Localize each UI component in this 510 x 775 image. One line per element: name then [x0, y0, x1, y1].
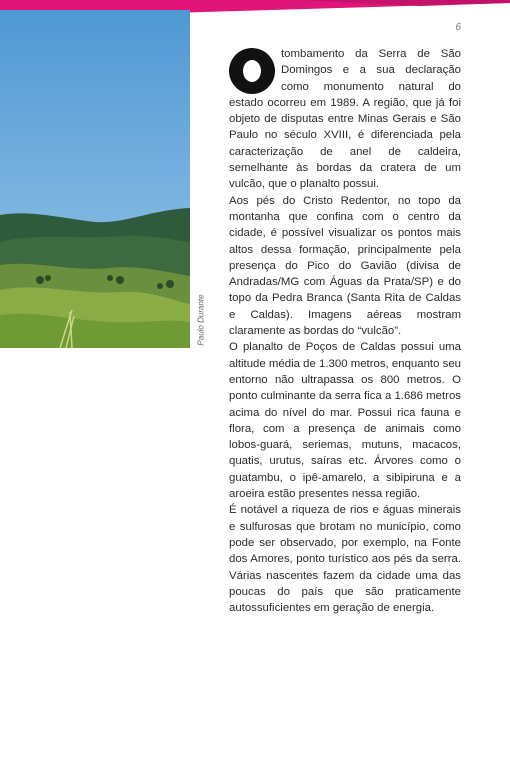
serra-landscape-photo	[0, 10, 190, 348]
drop-cap	[229, 48, 275, 94]
paragraph-4: É notável a riqueza de rios e águas minerais e sulfurosas que brotam no município, como pode ser observado, por exemplo, na Fonte dos Amores, ponto turístico aos pés da serra. Várias nascentes fazem da cidade uma das poucas do país que são praticamente autossuficientes em geração de energia.	[229, 504, 461, 615]
paragraph-1-text: tombamento da Serra de São Domingos e a sua declaração como monumento natural do estado ocorreu em 1989. A região, que já foi objeto de disputas entre Minas Gerais e São Paulo no século XVIII, é diferenciada pela caracterização de anel de caldeira, semelhante às bordas da cratera de um vulcão, que o planalto possui.	[229, 48, 461, 191]
article-body	[229, 46, 461, 616]
paragraph-2: Aos pés do Cristo Redentor, no topo da montanha que confina com o centro da cidade, é possível visualizar os pontos mais altos dessa formação, principalmente pela presença do Pico do Gavião (divisa de Andradas/MG com Águas da Prata/SP) e do topo da Pedra Branca (Santa Rita de Caldas e Caldas). Imagens aéreas mostram claramente as bordas do “vulcão”.	[229, 194, 461, 338]
paragraph-1	[229, 46, 461, 193]
photo-credit: Paulo Durante	[196, 294, 206, 346]
page-number: 6	[455, 22, 461, 33]
paragraph-3: O planalto de Poços de Caldas possui uma altitude média de 1.300 metros, enquanto seu entorno não ultrapassa os 800 metros. O ponto culminante da serra fica a 1.686 metros acima do nível do mar. Possui rica fauna e flora, com a presença de animais como lobos-guará, seriemas, mutuns, macacos, quatis, urutus, saíras etc. Árvores como o guatambu, o ipê-amarelo, a sibipiruna e a aroeira estão presentes nessa região.	[229, 341, 461, 501]
